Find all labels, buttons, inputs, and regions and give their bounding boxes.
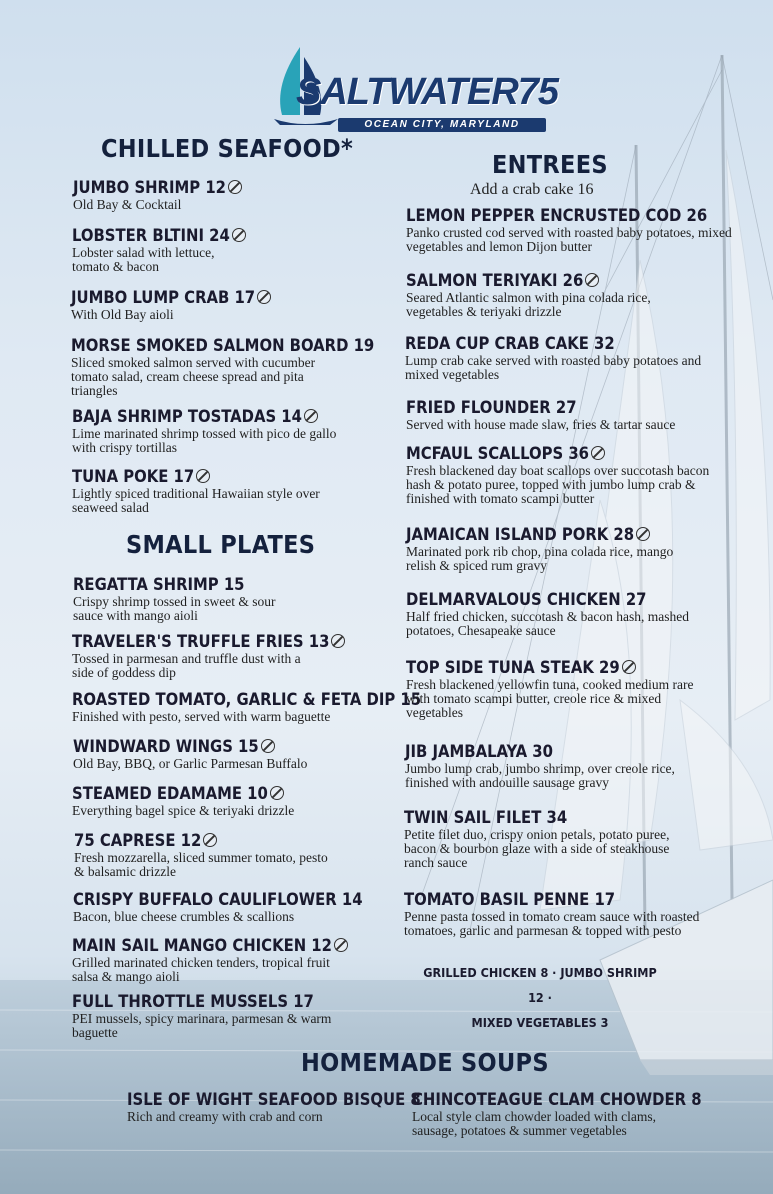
menu-item	[71, 288, 401, 322]
section-heading-homemade-soups: HOMEMADE SOUPS	[301, 1048, 549, 1077]
menu-item-name: JIB JAMBALAYA 30	[405, 742, 553, 761]
menu-item-name: LOBSTER BLTINI 24	[72, 226, 242, 246]
menu-item-desc: Crispy shrimp tossed in sweet & sour sauce with mango aioli	[73, 594, 276, 623]
menu-item	[404, 890, 714, 938]
menu-item-desc: Marinated pork rib chop, pina colada rice, mango relish & spiced rum gravy	[406, 544, 674, 573]
menu-item	[73, 737, 403, 771]
menu-item-name: TUNA POKE 17	[72, 467, 334, 487]
menu-item	[406, 658, 716, 720]
menu-item-name: ISLE OF WIGHT SEAFOOD BISQUE 8	[127, 1090, 421, 1109]
menu-item	[73, 178, 403, 212]
section-heading-chilled-seafood: CHILLED SEAFOOD*	[101, 134, 354, 163]
menu-item-name: MORSE SMOKED SALMON BOARD 19	[71, 336, 375, 355]
menu-item	[406, 444, 726, 506]
menu-item	[72, 226, 242, 274]
menu-item	[406, 590, 706, 638]
gluten-free-icon	[261, 739, 275, 753]
menu-item	[72, 992, 332, 1040]
menu-item-name: CRISPY BUFFALO CAULIFLOWER 14	[73, 890, 363, 909]
menu-item-desc: Fresh blackened day boat scallops over succotash bacon hash & potato puree, topped with jumbo lump crab & finished with tomato scampi butter	[406, 463, 710, 506]
menu-item-desc: Lime marinated shrimp tossed with pico de gallo with crispy tortillas	[72, 426, 337, 455]
restaurant-logo	[268, 45, 558, 135]
menu-item-desc: Fresh blackened yellowfin tuna, cooked medium rare with tomato scampi butter, creole rice & mixed vegetables	[406, 677, 694, 720]
menu-item-desc: Everything bagel spice & teriyaki drizzle	[72, 803, 295, 818]
entree-add-ons	[420, 960, 660, 1035]
menu-item	[406, 271, 696, 319]
menu-item-name: CHINCOTEAGUE CLAM CHOWDER 8	[412, 1090, 702, 1109]
gluten-free-icon	[304, 409, 318, 423]
menu-item	[73, 575, 288, 623]
menu-item-name: TRAVELER'S TRUFFLE FRIES 13	[72, 632, 312, 652]
menu-item	[404, 808, 684, 870]
menu-item-name: FULL THROTTLE MUSSELS 17	[72, 992, 314, 1011]
menu-item-desc: Lobster salad with lettuce, tomato & bacon	[72, 245, 215, 274]
menu-item-desc: Tossed in parmesan and truffle dust with a side of goddess dip	[72, 651, 301, 680]
menu-item-name: 75 CAPRESE 12	[74, 831, 339, 851]
menu-item-desc: Half fried chicken, succotash & bacon hash, mashed potatoes, Chesapeake sauce	[406, 609, 690, 638]
menu-item-desc: Lump crab cake served with roasted baby potatoes and mixed vegetables	[405, 353, 702, 382]
menu-item	[72, 690, 422, 724]
menu-item-desc: PEI mussels, spicy marinara, parmesan & warm baguette	[72, 1011, 332, 1040]
section-heading-entrees: ENTREES	[492, 150, 608, 179]
menu-item	[405, 742, 695, 790]
entrees-subheading: Add a crab cake 16	[470, 181, 594, 198]
menu-item-desc: Bacon, blue cheese crumbles & scallions	[73, 909, 295, 924]
menu-item	[72, 936, 347, 984]
add-ons-line-1: GRILLED CHICKEN 8 · JUMBO SHRIMP 12 ·	[423, 965, 657, 1005]
menu-item-desc: Jumbo lump crab, jumbo shrimp, over creole rice, finished with andouille sausage gravy	[405, 761, 675, 790]
menu-item	[71, 336, 375, 398]
menu-item-desc: Old Bay & Cocktail	[73, 197, 182, 212]
menu-item	[72, 784, 402, 818]
menu-item-name: REGATTA SHRIMP 15	[73, 575, 245, 594]
gluten-free-icon	[334, 938, 348, 952]
menu-item	[127, 1090, 421, 1124]
logo-tagline: OCEAN CITY, MARYLAND	[338, 118, 546, 132]
gluten-free-icon	[622, 660, 636, 674]
menu-item-desc: Rich and creamy with crab and corn	[127, 1109, 323, 1124]
menu-item-desc: Lightly spiced traditional Hawaiian style over seaweed salad	[72, 486, 320, 515]
menu-item	[74, 831, 339, 879]
menu-item-name: REDA CUP CRAB CAKE 32	[405, 334, 615, 353]
menu-item-name: FRIED FLOUNDER 27	[406, 398, 577, 417]
menu-item-name: TOMATO BASIL PENNE 17	[404, 890, 616, 909]
menu-item-name: DELMARVALOUS CHICKEN 27	[406, 590, 647, 609]
menu-item	[73, 890, 403, 924]
menu-item-name: STEAMED EDAMAME 10	[72, 784, 402, 804]
menu-item-name: WINDWARD WINGS 15	[73, 737, 403, 757]
gluten-free-icon	[196, 469, 210, 483]
menu-item-desc: Old Bay, BBQ, or Garlic Parmesan Buffalo	[73, 756, 308, 771]
gluten-free-icon	[203, 833, 217, 847]
menu-item-desc: Finished with pesto, served with warm baguette	[72, 709, 331, 724]
menu-item-desc: Fresh mozzarella, sliced summer tomato, pesto & balsamic drizzle	[74, 850, 328, 879]
menu-item-desc: Served with house made slaw, fries & tartar sauce	[406, 417, 676, 432]
menu-item-name: BAJA SHRIMP TOSTADAS 14	[72, 407, 347, 427]
menu-item	[72, 632, 330, 680]
gluten-free-icon	[331, 634, 345, 648]
menu-item-desc: Petite filet duo, crispy onion petals, potato puree, bacon & bourbon glaze with a side of steakhouse ranch sauce	[404, 827, 670, 870]
menu-item-desc: Sliced smoked salmon served with cucumber tomato salad, cream cheese spread and pita triangles	[71, 355, 316, 398]
menu-item-name: ROASTED TOMATO, GARLIC & FETA DIP 15	[72, 690, 422, 709]
gluten-free-icon	[585, 273, 599, 287]
menu-item-desc: Grilled marinated chicken tenders, tropical fruit salsa & mango aioli	[72, 955, 330, 984]
gluten-free-icon	[591, 446, 605, 460]
menu-item-name: JUMBO LUMP CRAB 17	[71, 288, 401, 308]
menu-item	[406, 206, 736, 254]
gluten-free-icon	[228, 180, 242, 194]
menu-item-desc: Local style clam chowder loaded with clams, sausage, potatoes & summer vegetables	[412, 1109, 657, 1138]
menu-item	[406, 525, 681, 573]
add-ons-line-2: MIXED VEGETABLES 3	[471, 1015, 609, 1030]
menu-item-name: JAMAICAN ISLAND PORK 28	[406, 525, 681, 545]
menu-item-name: LEMON PEPPER ENCRUSTED COD 26	[406, 206, 708, 225]
menu-item-name: MAIN SAIL MANGO CHICKEN 12	[72, 936, 347, 956]
menu-item-desc: Seared Atlantic salmon with pina colada rice, vegetables & teriyaki drizzle	[406, 290, 651, 319]
menu-item-name: TOP SIDE TUNA STEAK 29	[406, 658, 716, 678]
menu-item	[412, 1090, 702, 1138]
menu-item-name: SALMON TERIYAKI 26	[406, 271, 696, 291]
gluten-free-icon	[232, 228, 246, 242]
gluten-free-icon	[636, 527, 650, 541]
gluten-free-icon	[270, 786, 284, 800]
menu-item	[405, 334, 735, 382]
menu-item	[406, 398, 736, 432]
menu-item-desc: Penne pasta tossed in tomato cream sauce with roasted tomatoes, garlic and parmesan & topped with pesto	[404, 909, 700, 938]
menu-item-name: TWIN SAIL FILET 34	[404, 808, 568, 827]
menu-item-name: JUMBO SHRIMP 12	[73, 178, 403, 198]
menu-item-desc: Panko crusted cod served with roasted baby potatoes, mixed vegetables and lemon Dijon butter	[406, 225, 732, 254]
logo-wordmark: SALTWATER75	[296, 71, 559, 113]
menu-item-desc: With Old Bay aioli	[71, 307, 174, 322]
gluten-free-icon	[257, 290, 271, 304]
menu-item	[72, 407, 347, 455]
section-heading-small-plates: SMALL PLATES	[126, 530, 316, 559]
menu-item	[72, 467, 334, 515]
menu-item-name: MCFAUL SCALLOPS 36	[406, 444, 726, 464]
